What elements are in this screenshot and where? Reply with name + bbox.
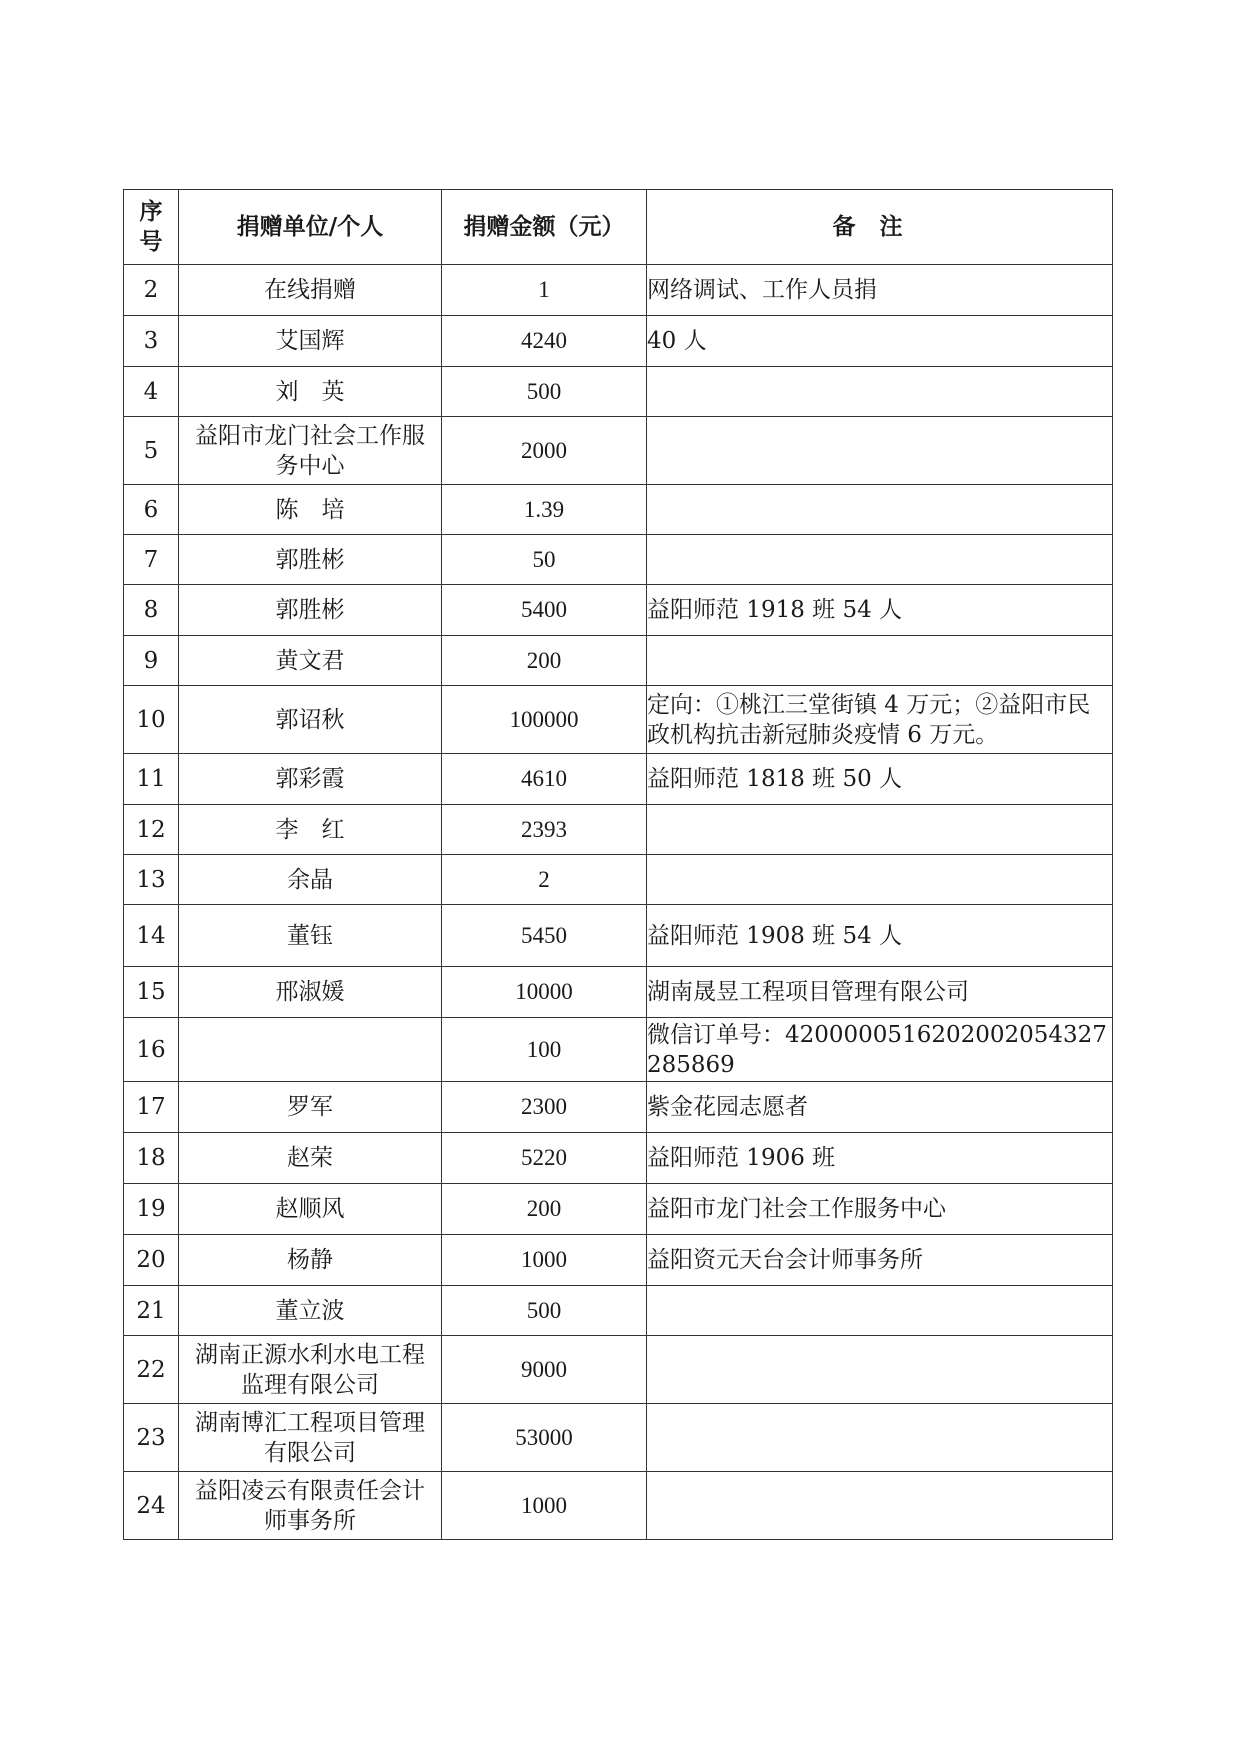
row-note	[647, 535, 1113, 585]
table-row	[124, 1472, 1113, 1540]
row-note: 益阳师范 1918 班 54 人	[647, 585, 1113, 636]
row-amount: 200	[442, 1184, 647, 1235]
table-row	[124, 535, 1113, 585]
row-donor	[179, 1018, 442, 1082]
row-seq: 17	[124, 1082, 179, 1133]
row-donor: 董立波	[179, 1286, 442, 1336]
row-donor: 郭诏秋	[179, 686, 442, 754]
row-donor: 艾国辉	[179, 316, 442, 367]
row-seq: 9	[124, 636, 179, 686]
row-amount: 2	[442, 855, 647, 905]
row-note: 紫金花园志愿者	[647, 1082, 1113, 1133]
table-row	[124, 1286, 1113, 1336]
row-donor: 郭彩霞	[179, 754, 442, 805]
row-note	[647, 367, 1113, 417]
row-donor: 赵顺风	[179, 1184, 442, 1235]
row-donor: 郭胜彬	[179, 535, 442, 585]
row-note: 微信订单号：4200000516202002054327285869	[647, 1018, 1113, 1082]
row-note	[647, 485, 1113, 535]
row-amount: 5450	[442, 905, 647, 967]
table-row	[124, 316, 1113, 367]
row-seq: 20	[124, 1235, 179, 1286]
table-row	[124, 1184, 1113, 1235]
row-donor: 余晶	[179, 855, 442, 905]
row-seq: 10	[124, 686, 179, 754]
table-row	[124, 367, 1113, 417]
row-seq: 3	[124, 316, 179, 367]
row-amount: 100000	[442, 686, 647, 754]
row-note	[647, 417, 1113, 485]
row-amount: 200	[442, 636, 647, 686]
table-row	[124, 1336, 1113, 1404]
row-amount: 100	[442, 1018, 647, 1082]
row-note: 定向：①桃江三堂街镇 4 万元；②益阳市民政机构抗击新冠肺炎疫情 6 万元。	[647, 686, 1113, 754]
row-seq: 11	[124, 754, 179, 805]
donation-table	[123, 189, 1113, 1540]
row-donor: 李 红	[179, 805, 442, 855]
row-amount: 5400	[442, 585, 647, 636]
row-amount: 1000	[442, 1235, 647, 1286]
table-row	[124, 585, 1113, 636]
table-row	[124, 905, 1113, 967]
row-donor: 邢淑媛	[179, 967, 442, 1018]
row-seq: 4	[124, 367, 179, 417]
table-row	[124, 1082, 1113, 1133]
table-row	[124, 1133, 1113, 1184]
row-donor: 杨静	[179, 1235, 442, 1286]
row-note: 益阳师范 1908 班 54 人	[647, 905, 1113, 967]
row-note: 益阳市龙门社会工作服务中心	[647, 1184, 1113, 1235]
row-seq: 6	[124, 485, 179, 535]
row-seq: 13	[124, 855, 179, 905]
table-row	[124, 805, 1113, 855]
row-amount: 1.39	[442, 485, 647, 535]
header-amount: 捐赠金额（元）	[442, 190, 647, 265]
row-donor: 董钰	[179, 905, 442, 967]
table-row	[124, 1404, 1113, 1472]
row-seq: 12	[124, 805, 179, 855]
table-row	[124, 967, 1113, 1018]
row-note: 网络调试、工作人员捐	[647, 265, 1113, 316]
header-donor: 捐赠单位/个人	[179, 190, 442, 265]
row-amount: 50	[442, 535, 647, 585]
row-donor: 益阳凌云有限责任会计师事务所	[179, 1472, 442, 1540]
row-amount: 1000	[442, 1472, 647, 1540]
row-seq: 21	[124, 1286, 179, 1336]
row-seq: 7	[124, 535, 179, 585]
table-row	[124, 485, 1113, 535]
row-seq: 5	[124, 417, 179, 485]
row-amount: 9000	[442, 1336, 647, 1404]
row-note	[647, 805, 1113, 855]
row-donor: 湖南正源水利水电工程监理有限公司	[179, 1336, 442, 1404]
row-donor: 郭胜彬	[179, 585, 442, 636]
table-row	[124, 1235, 1113, 1286]
row-amount: 2300	[442, 1082, 647, 1133]
row-donor: 陈 培	[179, 485, 442, 535]
row-amount: 4240	[442, 316, 647, 367]
row-amount: 2000	[442, 417, 647, 485]
row-amount: 4610	[442, 754, 647, 805]
row-amount: 2393	[442, 805, 647, 855]
row-seq: 14	[124, 905, 179, 967]
header-note: 备注	[647, 190, 1113, 265]
row-seq: 16	[124, 1018, 179, 1082]
row-note: 40 人	[647, 316, 1113, 367]
row-amount: 5220	[442, 1133, 647, 1184]
row-amount: 10000	[442, 967, 647, 1018]
row-donor: 在线捐赠	[179, 265, 442, 316]
row-donor: 湖南博汇工程项目管理有限公司	[179, 1404, 442, 1472]
table-row	[124, 636, 1113, 686]
row-seq: 24	[124, 1472, 179, 1540]
table-row	[124, 855, 1113, 905]
row-seq: 2	[124, 265, 179, 316]
row-note: 湖南晟昱工程项目管理有限公司	[647, 967, 1113, 1018]
row-donor: 益阳市龙门社会工作服务中心	[179, 417, 442, 485]
table-row	[124, 754, 1113, 805]
row-note	[647, 1336, 1113, 1404]
row-seq: 8	[124, 585, 179, 636]
row-note: 益阳师范 1906 班	[647, 1133, 1113, 1184]
table-row	[124, 265, 1113, 316]
row-seq: 22	[124, 1336, 179, 1404]
table-row	[124, 686, 1113, 754]
row-amount: 500	[442, 367, 647, 417]
row-note	[647, 855, 1113, 905]
table-row	[124, 1018, 1113, 1082]
row-note	[647, 636, 1113, 686]
row-donor: 赵荣	[179, 1133, 442, 1184]
header-row	[124, 190, 1113, 265]
row-seq: 15	[124, 967, 179, 1018]
row-amount: 500	[442, 1286, 647, 1336]
row-amount: 53000	[442, 1404, 647, 1472]
row-donor: 黄文君	[179, 636, 442, 686]
table-row	[124, 417, 1113, 485]
row-note	[647, 1286, 1113, 1336]
row-donor: 罗军	[179, 1082, 442, 1133]
header-seq: 序号	[124, 190, 179, 265]
row-seq: 23	[124, 1404, 179, 1472]
row-note	[647, 1472, 1113, 1540]
row-note: 益阳师范 1818 班 50 人	[647, 754, 1113, 805]
row-seq: 18	[124, 1133, 179, 1184]
row-seq: 19	[124, 1184, 179, 1235]
row-donor: 刘 英	[179, 367, 442, 417]
row-note	[647, 1404, 1113, 1472]
row-amount: 1	[442, 265, 647, 316]
row-note: 益阳资元天台会计师事务所	[647, 1235, 1113, 1286]
